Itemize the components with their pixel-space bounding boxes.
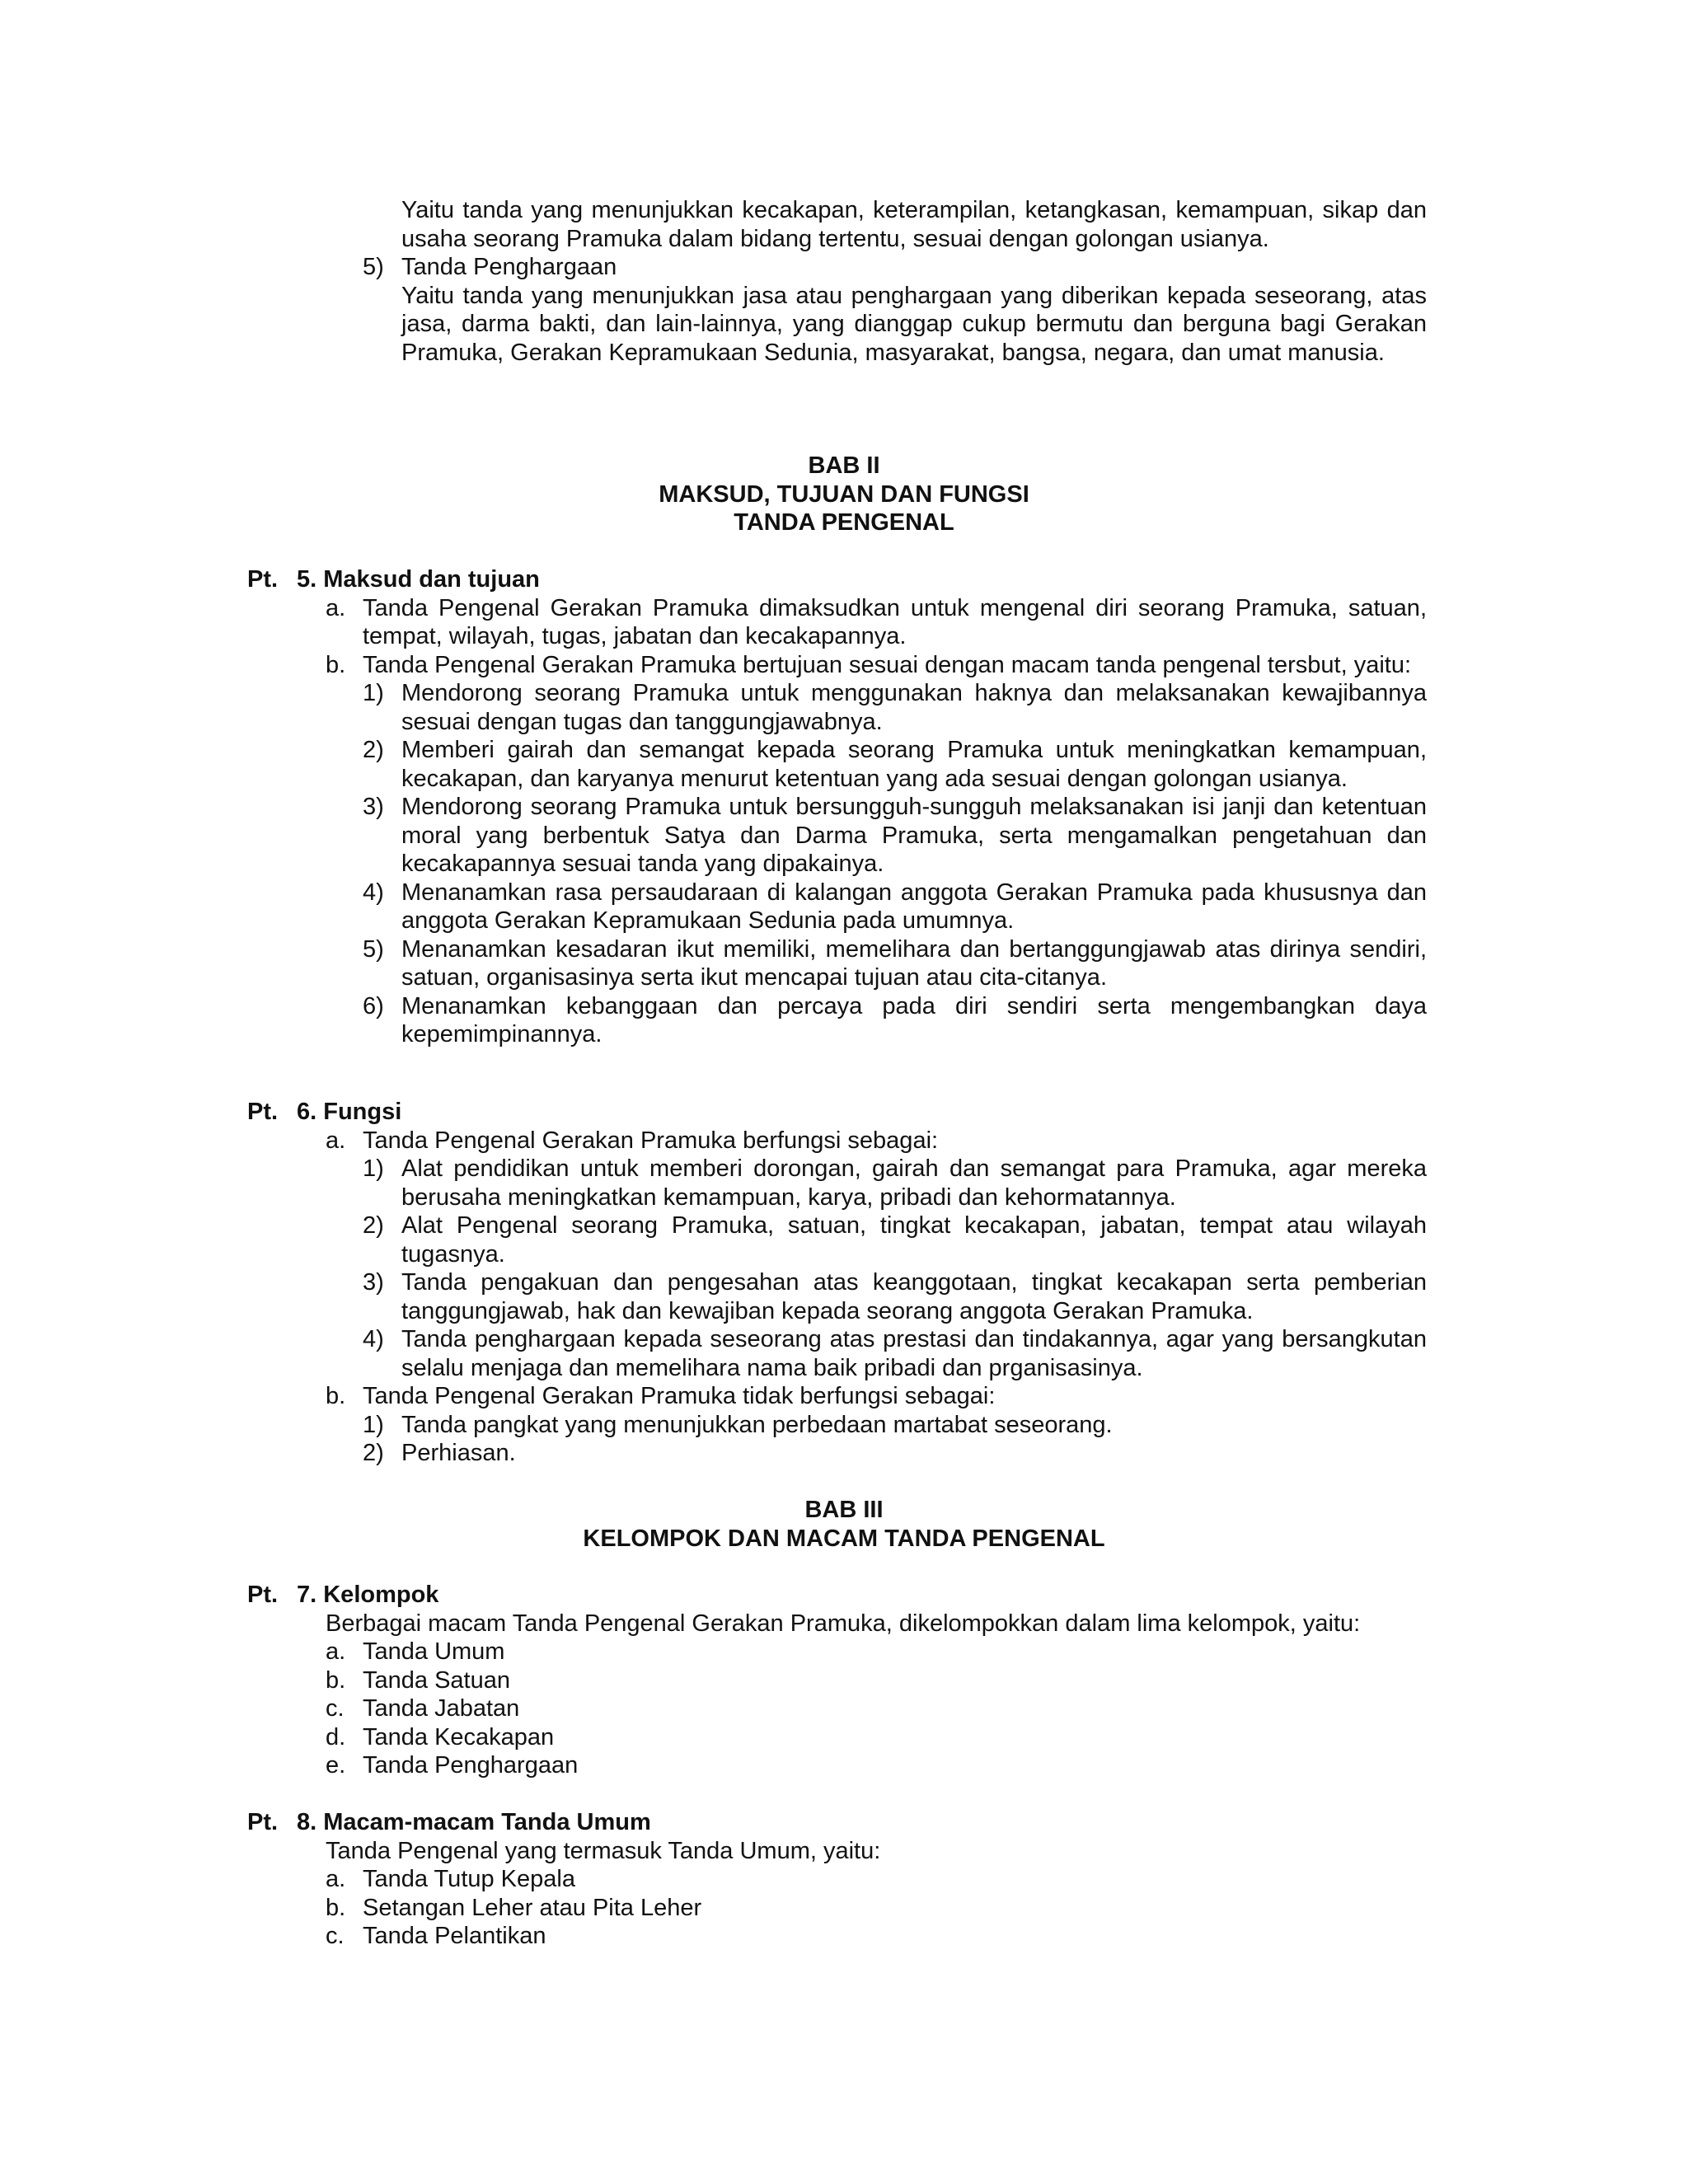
list-marker: 2) <box>363 1440 384 1466</box>
list-item-title: Tanda Penghargaan <box>401 254 617 280</box>
list-item-text: Tanda Satuan <box>363 1666 510 1694</box>
chapter-subtitle: TANDA PENGENAL <box>734 509 954 536</box>
list-item-text: Tanda Penghargaan <box>363 1752 579 1779</box>
list-marker: 2) <box>363 737 384 763</box>
section-pt8 <box>0 1808 1688 1951</box>
list-item <box>326 1638 1427 1666</box>
chapter-heading <box>0 1496 1688 1553</box>
list-marker: b. <box>326 1383 346 1409</box>
section-title: 5. Maksud dan tujuan <box>297 566 540 593</box>
list-marker: a. <box>326 1638 346 1665</box>
list-marker: 6) <box>363 992 384 1019</box>
list-marker: e. <box>326 1752 346 1779</box>
list-item-text: Tanda Umum <box>363 1638 505 1665</box>
list-item-text: Mendorong seorang Pramuka untuk menggunakan haknya dan melaksanakan kewajibannya sesuai dengan tugas dan tanggungjawabnya. <box>401 680 1427 735</box>
list-item-text: Tanda pengakuan dan pengesahan atas keanggotaan, tingkat kecakapan serta pemberian tanggungjawab, hak dan kewajiban kepada seorang anggota Gerakan Pramuka. <box>401 1269 1427 1324</box>
section-heading <box>247 565 1427 594</box>
list-marker: a. <box>326 1866 346 1892</box>
chapter-heading <box>0 452 1688 537</box>
list-item-text: Setangan Leher atau Pita Leher <box>363 1894 702 1921</box>
list-item <box>363 1212 1427 1268</box>
list-item <box>326 1894 1427 1923</box>
list-marker: 5) <box>363 935 384 963</box>
list-item <box>363 1155 1427 1212</box>
list-item-text: Tanda Pelantikan <box>363 1923 546 1949</box>
list-marker: 2) <box>363 1212 384 1239</box>
list-item-text: Tanda Pengenal Gerakan Pramuka berfungsi sebagai: <box>363 1127 939 1154</box>
list-item <box>326 1666 1427 1695</box>
section-heading <box>247 1808 1427 1837</box>
list-item <box>363 253 1427 282</box>
chapter-number: BAB II <box>808 452 880 479</box>
chapter-number: BAB III <box>804 1497 884 1523</box>
list-item-text: Tanda Pengenal Gerakan Pramuka tidak berfungsi sebagai: <box>363 1383 996 1409</box>
list-marker: 4) <box>363 1326 384 1352</box>
section-intro: Tanda Pengenal yang termasuk Tanda Umum, yaitu: <box>326 1837 881 1864</box>
list-item <box>363 1411 1427 1440</box>
list-item-text: Tanda Pengenal Gerakan Pramuka bertujuan sesuai dengan macam tanda pengenal tersbut, yaitu: <box>363 651 1412 678</box>
list-marker: a. <box>326 594 346 621</box>
paragraph: Yaitu tanda yang menunjukkan jasa atau penghargaan yang diberikan kepada seseorang, atas jasa, darma bakti, dan lain-lainnya, yang dianggap cukup bermutu dan berguna bagi Gerakan Pramuka, Gerakan Kepramukaan Sedunia, masyarakat, bangsa, negara, dan umat manusia. <box>401 282 1427 366</box>
list-item <box>363 679 1427 736</box>
list-item <box>326 1865 1427 1894</box>
list-item <box>363 793 1427 879</box>
list-marker: 3) <box>363 1269 384 1296</box>
list-marker: b. <box>326 651 346 678</box>
list-marker: 1) <box>363 680 384 706</box>
list-item <box>326 1694 1427 1723</box>
list-item-text: Perhiasan. <box>401 1440 516 1466</box>
list-item <box>326 594 1427 651</box>
list-item <box>326 1127 1427 1155</box>
list-marker: b. <box>326 1666 346 1694</box>
list-item-text: Tanda Pengenal Gerakan Pramuka dimaksudkan untuk mengenal diri seorang Pramuka, satuan, tempat, wilayah, tugas, jabatan dan kecakapannya. <box>363 594 1427 649</box>
list-marker: 1) <box>363 1411 384 1438</box>
list-item-text: Tanda penghargaan kepada seseorang atas prestasi dan tindakannya, agar yang bersangkutan selalu menjaga dan memelihara nama baik pribadi dan prganisasinya. <box>401 1326 1427 1381</box>
pt-label: Pt. <box>247 1809 279 1835</box>
section-heading <box>247 1581 1427 1610</box>
list-item <box>363 992 1427 1049</box>
list-marker: 1) <box>363 1155 384 1182</box>
list-item-text: Memberi gairah dan semangat kepada seorang Pramuka untuk meningkatkan kemampuan, kecakapan, dan karyanya menurut ketentuan yang ada sesuai dengan golongan usianya. <box>401 737 1427 792</box>
list-item <box>363 1325 1427 1382</box>
section-intro: Berbagai macam Tanda Pengenal Gerakan Pramuka, dikelompokkan dalam lima kelompok, yaitu: <box>326 1610 1361 1637</box>
chapter-title: KELOMPOK DAN MACAM TANDA PENGENAL <box>583 1525 1105 1552</box>
pt-label: Pt. <box>247 566 279 593</box>
section-title: 7. Kelompok <box>297 1582 439 1608</box>
list-item <box>326 1382 1427 1411</box>
section-title: 6. Fungsi <box>297 1099 402 1125</box>
list-item-text: Tanda Kecakapan <box>363 1723 555 1750</box>
top-section <box>0 196 1688 367</box>
list-marker: d. <box>326 1723 346 1750</box>
list-item <box>326 651 1427 680</box>
list-item-text: Tanda pangkat yang menunjukkan perbedaan martabat seseorang. <box>401 1411 1113 1438</box>
chapter-title: MAKSUD, TUJUAN DAN FUNGSI <box>659 480 1029 508</box>
list-item <box>363 1439 1427 1468</box>
section-title: 8. Macam-macam Tanda Umum <box>297 1809 651 1835</box>
list-marker: a. <box>326 1127 346 1154</box>
list-item <box>326 1723 1427 1752</box>
list-marker: 3) <box>363 794 384 820</box>
list-item-text: Menanamkan rasa persaudaraan di kalangan anggota Gerakan Pramuka pada khususnya dan anggota Gerakan Kepramukaan Sedunia pada umumnya. <box>401 879 1427 934</box>
list-item <box>363 879 1427 935</box>
continued-paragraph: Yaitu tanda yang menunjukkan kecakapan, keterampilan, ketangkasan, kemampuan, sikap dan usaha seorang Pramuka dalam bidang tertentu, sesuai dengan golongan usianya. <box>401 197 1427 252</box>
list-marker: 4) <box>363 879 384 906</box>
section-pt7 <box>0 1581 1688 1780</box>
list-item-text: Mendorong seorang Pramuka untuk bersungguh-sungguh melaksanakan isi janji dan ketentuan moral yang berbentuk Satya dan Darma Pramuka, serta mengamalkan pengetahuan dan kecakapannya sesuai tanda yang dipakainya. <box>401 794 1427 877</box>
list-marker: c. <box>326 1695 345 1722</box>
list-item <box>363 736 1427 793</box>
section-pt6 <box>0 1098 1688 1468</box>
section-pt5 <box>0 565 1688 1049</box>
section-heading <box>247 1098 1427 1127</box>
list-item-text: Alat Pengenal seorang Pramuka, satuan, tingkat kecakapan, jabatan, tempat atau wilayah tugasnya. <box>401 1212 1427 1268</box>
list-item <box>326 1922 1427 1951</box>
list-item-text: Tanda Jabatan <box>363 1695 520 1722</box>
list-item-text: Menanamkan kesadaran ikut memiliki, memelihara dan bertanggungjawab atas dirinya sendiri, satuan, organisasinya serta ikut mencapai tujuan atau cita-citanya. <box>401 935 1427 991</box>
list-item-text: Alat pendidikan untuk memberi dorongan, gairah dan semangat para Pramuka, agar mereka berusaha meningkatkan kemampuan, karya, pribadi dan kehormatannya. <box>401 1155 1427 1211</box>
list-item-text: Menanamkan kebanggaan dan percaya pada diri sendiri serta mengembangkan daya kepemimpinannya. <box>401 992 1427 1047</box>
list-marker: 5) <box>363 254 384 280</box>
list-item <box>326 1751 1427 1780</box>
list-item <box>363 1268 1427 1325</box>
list-marker: b. <box>326 1894 346 1921</box>
list-item <box>363 935 1427 992</box>
pt-label: Pt. <box>247 1099 279 1125</box>
list-item-text: Tanda Tutup Kepala <box>363 1866 575 1892</box>
list-marker: c. <box>326 1923 345 1949</box>
pt-label: Pt. <box>247 1582 279 1608</box>
